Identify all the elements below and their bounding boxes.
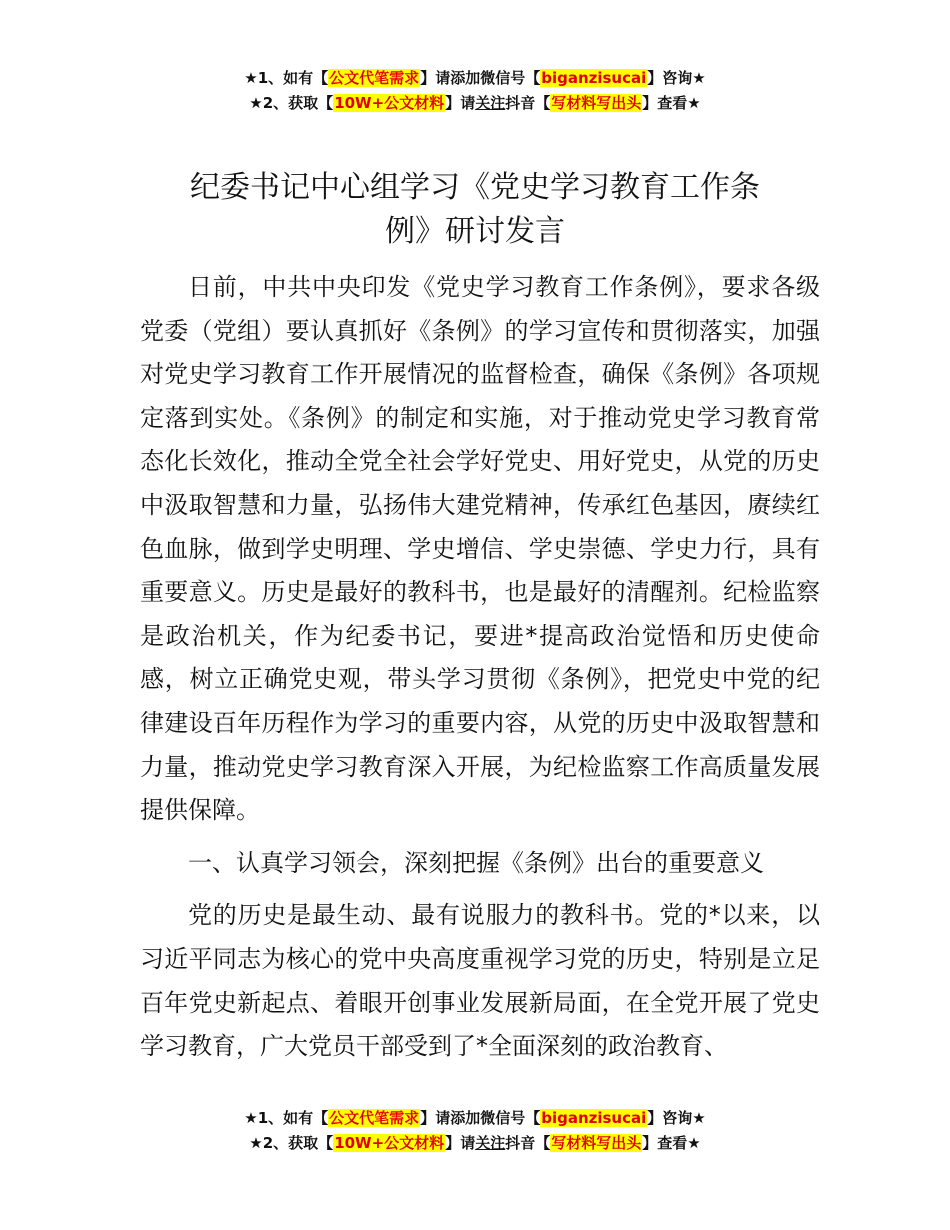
document-title-line-2: 例》研讨发言 bbox=[385, 214, 565, 249]
promo-underlined-text: 关注 bbox=[475, 94, 506, 112]
promo-highlight-douyin: 写材料写出头 bbox=[551, 1134, 642, 1152]
footer-promo-banner bbox=[0, 1106, 950, 1156]
document-title-line-1: 纪委书记中心组学习《党史学习教育工作条 bbox=[190, 170, 760, 205]
promo-text: 】请 bbox=[445, 94, 476, 112]
promo-text: 】查看★ bbox=[642, 94, 701, 112]
body-paragraph-2: 党的历史是最生动、最有说服力的教科书。党的*以来，以习近平同志为核心的党中央高度重视学习党的历史，特别是立足百年党史新起点、着眼开创事业发展新局面，在全党开展了党史学习教育，广大党员干部受到了*全面深刻的政治教育、 bbox=[140, 901, 820, 1061]
header-promo-banner bbox=[0, 66, 950, 116]
promo-line-1 bbox=[0, 66, 950, 91]
promo-text: ★1、如有【 bbox=[244, 69, 329, 87]
document-body bbox=[140, 266, 820, 1069]
promo-text: 】请 bbox=[445, 1134, 476, 1152]
body-paragraph-1: 日前，中共中央印发《党史学习教育工作条例》，要求各级党委（党组）要认真抓好《条例》的学习宣传和贯彻落实，加强对党史学习教育工作开展情况的监督检查，确保《条例》各项规定落到实处。《条例》的制定和实施，对于推动党史学习教育常态化长效化，推动全党全社会学好党史、用好党史，从党的历史中汲取智慧和力量，弘扬伟大建党精神，传承红色基因，赓续红色血脉，做到学史明理、学史增信、学史崇德、学史力行，具有重要意义。历史是最好的教科书，也是最好的清醒剂。纪检监察是政治机关，作为纪委书记，要进*提高政治觉悟和历史使命感，树立正确党史观，带头学习贯彻《条例》，把党史中党的纪律建设百年历程作为学习的重要内容，从党的历史中汲取智慧和力量，推动党史学习教育深入开展，为纪检监察工作高质量发展提供保障。 bbox=[140, 273, 820, 825]
section-heading-1: 一、认真学习领会，深刻把握《条例》出台的重要意义 bbox=[188, 848, 764, 877]
promo-highlight: 公文代笔需求 bbox=[329, 1109, 420, 1127]
promo-line-1 bbox=[0, 1106, 950, 1131]
document-title bbox=[150, 166, 800, 254]
promo-highlight: 公文代笔需求 bbox=[329, 69, 420, 87]
promo-text: 】查看★ bbox=[642, 1134, 701, 1152]
promo-highlight-wechat-id: biganzisucai bbox=[541, 69, 647, 87]
promo-text: ★2、获取【 bbox=[249, 94, 334, 112]
promo-text: 】咨询★ bbox=[647, 69, 706, 87]
promo-text: ★1、如有【 bbox=[244, 1109, 329, 1127]
promo-underlined-text: 关注 bbox=[475, 1134, 506, 1152]
promo-line-2 bbox=[0, 1131, 950, 1156]
promo-line-2 bbox=[0, 91, 950, 116]
promo-highlight: 10W+公文材料 bbox=[334, 94, 445, 112]
promo-text: 抖音【 bbox=[505, 1134, 551, 1152]
promo-text: ★2、获取【 bbox=[249, 1134, 334, 1152]
promo-text: 抖音【 bbox=[505, 94, 551, 112]
promo-highlight-douyin: 写材料写出头 bbox=[551, 94, 642, 112]
promo-text: 】请添加微信号【 bbox=[420, 1109, 541, 1127]
promo-text: 】咨询★ bbox=[647, 1109, 706, 1127]
promo-text: 】请添加微信号【 bbox=[420, 69, 541, 87]
promo-highlight: 10W+公文材料 bbox=[334, 1134, 445, 1152]
promo-highlight-wechat-id: biganzisucai bbox=[541, 1109, 647, 1127]
